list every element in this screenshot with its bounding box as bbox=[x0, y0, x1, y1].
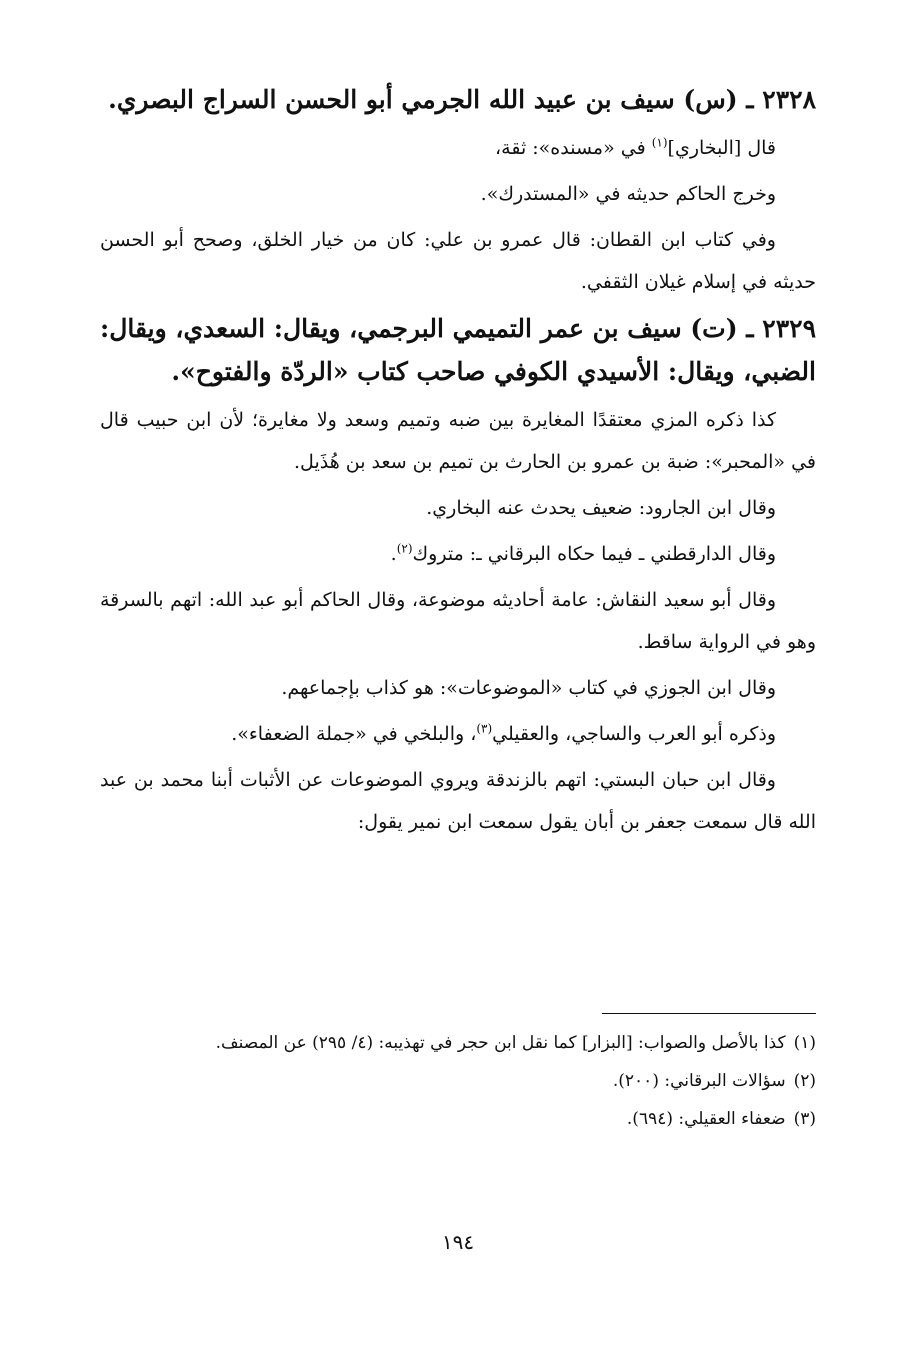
paragraph-text: وقال الدارقطني ـ فيما حكاه البرقاني ـ: متروك bbox=[412, 543, 776, 565]
paragraph: كذا ذكره المزي معتقدًا المغايرة بين ضبه وتميم وسعد ولا مغايرة؛ لأن ابن حبيب قال في «المحبر»: ضبة بن عمرو بن الحارث بن تميم بن سعد بن هُذَيل. bbox=[100, 409, 816, 473]
footnotes bbox=[100, 1024, 816, 1138]
footnote-2 bbox=[100, 1062, 816, 1100]
footnote-number: (١) bbox=[793, 1033, 816, 1053]
paragraph: وخرج الحاكم حديثه في «المستدرك». bbox=[480, 183, 776, 205]
footnote-ref: (١) bbox=[651, 135, 668, 150]
paragraph-text: في «مسنده»: ثقة، bbox=[495, 137, 652, 159]
entry-title-2329: ٢٣٢٩ ـ (ت) سيف بن عمر التميمي البرجمي، ويقال: السعدي، ويقال: الضبي، ويقال: الأسيدي الكوفي صاحب كتاب «الردّة والفتوح». bbox=[100, 314, 816, 386]
footnote-number: (٢) bbox=[793, 1071, 816, 1091]
entry-title-2328: ٢٣٢٨ ـ (س) سيف بن عبيد الله الجرمي أبو الحسن السراج البصري. bbox=[108, 85, 816, 114]
footnote-text: سؤالات البرقاني: (٢٠٠). bbox=[612, 1071, 786, 1091]
paragraph bbox=[100, 533, 816, 575]
paragraph bbox=[100, 127, 816, 169]
footnote-1 bbox=[100, 1024, 816, 1062]
paragraph-text: قال [البخاري] bbox=[667, 137, 776, 159]
footnote-ref: (٣) bbox=[476, 721, 493, 736]
paragraph: وفي كتاب ابن القطان: قال عمرو بن علي: كان من خيار الخلق، وصحح أبو الحسن حديثه في إسلام غيلان الثقفي. bbox=[100, 229, 816, 293]
paragraph bbox=[100, 713, 816, 755]
paragraph: وقال ابن حبان البستي: اتهم بالزندقة ويروي الموضوعات عن الأثبات أبنا محمد بن عبد الله قال سمعت جعفر بن أبان يقول سمعت ابن نمير يقول: bbox=[100, 769, 816, 833]
footnote-3 bbox=[100, 1100, 816, 1138]
paragraph-text: . bbox=[390, 543, 397, 565]
paragraph: وقال أبو سعيد النقاش: عامة أحاديثه موضوعة، وقال الحاكم أبو عبد الله: اتهم بالسرقة وهو في الرواية ساقط. bbox=[100, 589, 816, 653]
footnote-text: كذا بالأصل والصواب: [البزار] كما نقل ابن حجر في تهذيبه: (٤/ ٢٩٥) عن المصنف. bbox=[215, 1033, 786, 1053]
paragraph-text: ، والبلخي في «جملة الضعفاء». bbox=[231, 723, 477, 745]
footnote-ref: (٢) bbox=[396, 541, 413, 556]
paragraph: وقال ابن الجارود: ضعيف يحدث عنه البخاري. bbox=[426, 497, 776, 519]
footnote-number: (٣) bbox=[793, 1109, 816, 1129]
footnote-divider bbox=[602, 1013, 816, 1014]
paragraph-text: وذكره أبو العرب والساجي، والعقيلي bbox=[492, 723, 776, 745]
page-number: ١٩٤ bbox=[441, 1230, 475, 1254]
paragraph: وقال ابن الجوزي في كتاب «الموضوعات»: هو كذاب بإجماعهم. bbox=[281, 677, 776, 699]
footnote-text: ضعفاء العقيلي: (٦٩٤). bbox=[626, 1109, 786, 1129]
main-text bbox=[100, 78, 816, 847]
